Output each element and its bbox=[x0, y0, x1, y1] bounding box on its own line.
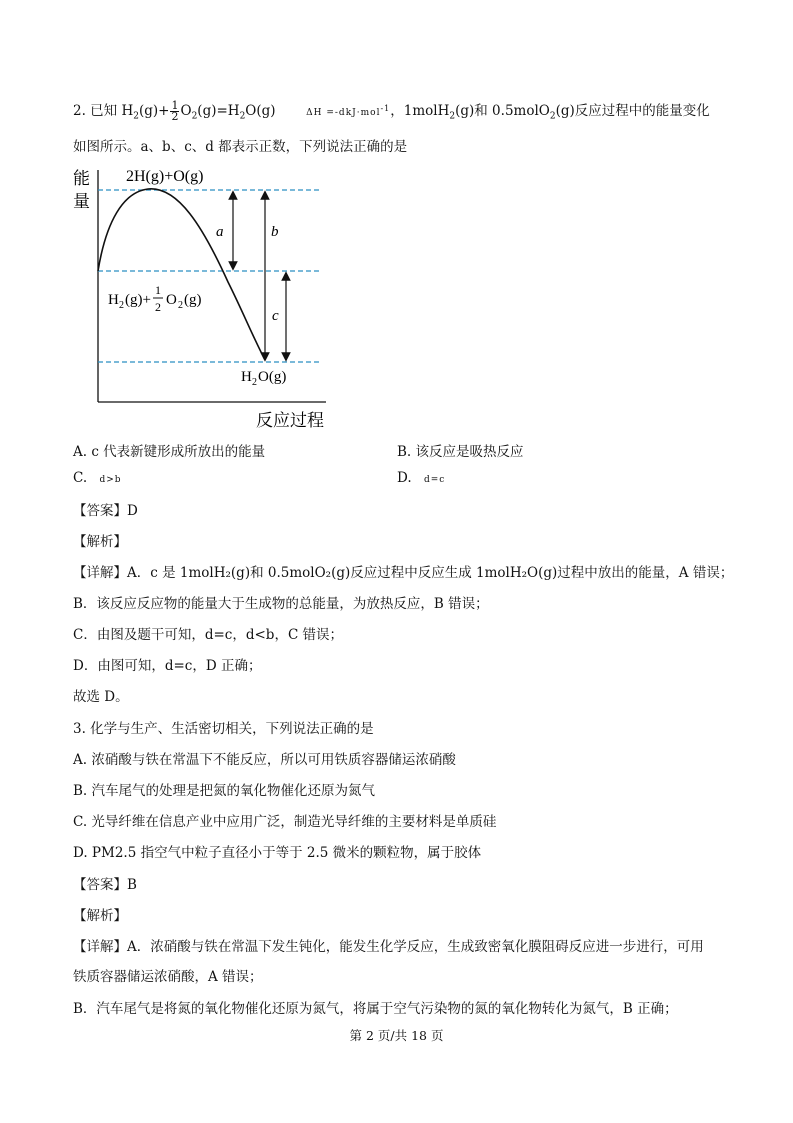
svg-text:1: 1 bbox=[155, 283, 161, 297]
y-axis-label-1: 能 bbox=[73, 169, 90, 189]
q2-option-d: D. d=c bbox=[397, 470, 446, 486]
q3-option-d: D. PM2.5 指空气中粒子直径小于等于 2.5 微米的颗粒物，属于胶体 bbox=[73, 845, 482, 861]
q3-option-c: C. 光导纤维在信息产业中应用广泛，制造光导纤维的主要材料是单质硅 bbox=[73, 814, 497, 830]
q2-answer: 【答案】D bbox=[73, 503, 138, 519]
svg-text:O(g): O(g) bbox=[258, 369, 287, 385]
q2-option-b: B. 该反应是吸热反应 bbox=[397, 444, 524, 460]
top-state-label: 2H(g)+O(g) bbox=[126, 168, 204, 185]
svg-text:(g): (g) bbox=[184, 292, 202, 308]
svg-text:2: 2 bbox=[178, 300, 183, 311]
q3-detail-line: B．汽车尾气是将氮的氧化物催化还原为氮气，将属于空气污染物的氮的氧化物转化为氮气，B 正确； bbox=[73, 1001, 678, 1017]
svg-text:2: 2 bbox=[155, 300, 161, 314]
q3-option-b: B. 汽车尾气的处理是把氮的氧化物催化还原为氮气 bbox=[73, 783, 376, 799]
arrow-c-label: c bbox=[272, 308, 279, 324]
q2-detail-line: D．由图可知，d=c，D 正确； bbox=[73, 658, 262, 674]
q2-detail-line: 【详解】A．c 是 1molH₂(g)和 0.5molO₂(g)反应过程中反应生成 1molH₂O(g)过程中放出的能量，A 错误； bbox=[73, 565, 734, 581]
q3-detail-line: 铁质容器储运浓硝酸，A 错误； bbox=[73, 969, 263, 985]
q2-detail-line: B．该反应反应物的能量大于生成物的总能量，为放热反应，B 错误； bbox=[73, 596, 489, 612]
y-axis-label-2: 量 bbox=[73, 192, 90, 212]
svg-text:2: 2 bbox=[252, 377, 257, 388]
q2-option-a: A. c 代表新键形成所放出的能量 bbox=[73, 444, 266, 460]
bottom-state-label bbox=[241, 369, 286, 388]
q3-detail-line: 【详解】A．浓硝酸与铁在常温下发生钝化，能发生化学反应，生成致密氧化膜阻碍反应进一步进行，可用 bbox=[73, 939, 704, 955]
x-axis-label: 反应过程 bbox=[256, 411, 324, 431]
q2-stem-line2: 如图所示。a、b、c、d 都表示正数，下列说法正确的是 bbox=[73, 139, 408, 155]
svg-text:O: O bbox=[166, 292, 177, 308]
q2-option-c: C. d>b bbox=[73, 470, 122, 486]
q2-detail-line: C．由图及题干可知，d=c，d<b，C 错误； bbox=[73, 627, 344, 643]
q3-stem: 3. 化学与生产、生活密切相关，下列说法正确的是 bbox=[73, 721, 374, 737]
svg-text:2: 2 bbox=[119, 300, 124, 311]
arrow-b-label: b bbox=[271, 224, 279, 240]
enthalpy-change: ΔH =-dkJ·mol$^{-1}$ bbox=[306, 104, 391, 118]
q3-answer: 【答案】B bbox=[73, 877, 137, 893]
svg-text:H: H bbox=[241, 369, 252, 385]
q3-option-a: A. 浓硝酸与铁在常温下不能反应，所以可用铁质容器储运浓硝酸 bbox=[73, 752, 456, 768]
middle-state-label bbox=[108, 283, 202, 314]
energy-diagram bbox=[68, 162, 348, 434]
arrow-a-label: a bbox=[216, 224, 224, 240]
q3-analysis-label: 【解析】 bbox=[73, 908, 127, 924]
question-number: 2. 已知 bbox=[73, 103, 118, 119]
svg-text:(g)+: (g)+ bbox=[125, 292, 151, 308]
reaction-equation: $H_2(g)+$ $\frac{1}{2}$ $O_2(g)=H_2O(g)$ bbox=[121, 99, 276, 123]
energy-curve bbox=[98, 189, 265, 360]
q2-analysis-label: 【解析】 bbox=[73, 534, 127, 550]
svg-text:H: H bbox=[108, 292, 119, 308]
page-footer: 第 2 页/共 18 页 bbox=[349, 1028, 444, 1043]
fraction-half: $\frac{1}{2}$ bbox=[171, 99, 179, 123]
q2-stem-line1: 2. 已知 $H_2(g)+$ $\frac{1}{2}$ $O_2(g)=H_2O(g)$ ΔH =-dkJ·mol$^{-1}$，1molH$_2$(g)和 0.5molO$_2$(g)反应过程中的能量变化 bbox=[73, 99, 710, 123]
q2-detail-line: 故选 D。 bbox=[73, 689, 129, 705]
